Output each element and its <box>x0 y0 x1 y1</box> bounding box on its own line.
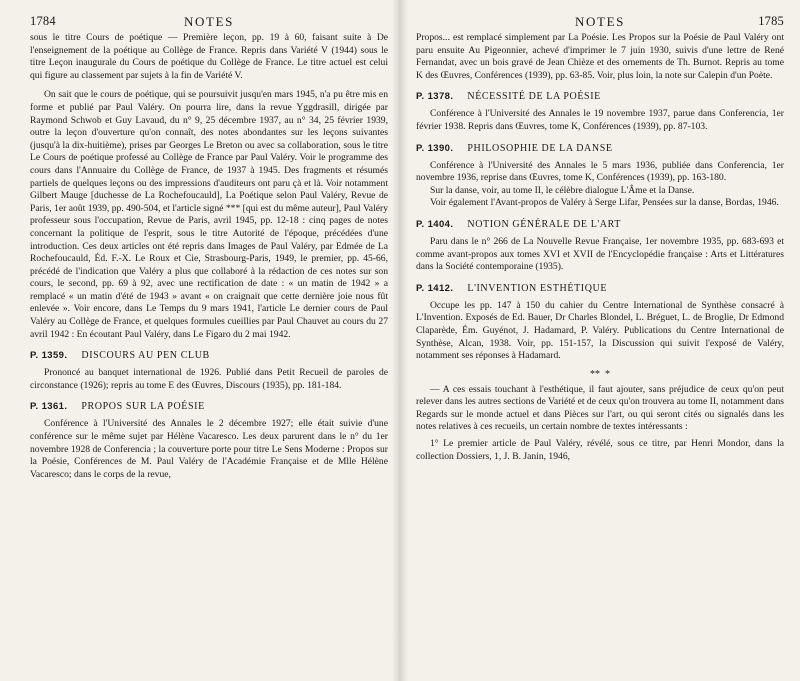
entry-1378-text: Conférence à l'Université des Annales le 19 novembre 1937, parue dans Conferencia, 1er février 1938. Repris dans Œuvres, tome K, Conférences (1939), pp. 87-103. <box>416 108 784 132</box>
right-para-after-stars: — A ces essais touchant à l'esthétique, il faut ajouter, sans préjudice de ceux qu'on peut relever dans les autres sections de Variété et de ceux qu'on trouvera au tome II, notamment dans Regards sur le monde actuel et dans Pièces sur l'art, ou qui seront cités ou signalés dans les notes relatives à ces recueils, un certain nombre de textes intéressants : <box>416 383 784 433</box>
entry-1378-heading <box>416 91 784 102</box>
right-running-head <box>416 10 784 32</box>
left-page <box>0 0 398 681</box>
entry-1361-title: PROPOS SUR LA POÉSIE <box>81 401 205 413</box>
right-page <box>398 0 796 681</box>
entry-1390-text-3: Voir également l'Avant-propos de Valéry à Serge Lifar, Pensées sur la danse, Bordas, 1946. <box>430 197 779 209</box>
entry-1390-title: PHILOSOPHIE DE LA DANSE <box>467 142 613 154</box>
left-running-title: NOTES <box>184 14 234 29</box>
entry-1378-title: NÉCESSITÉ DE LA POÉSIE <box>467 91 601 103</box>
section-stars: ** * <box>590 368 610 380</box>
right-page-number: 1785 <box>758 14 784 28</box>
entry-1412-title: L'INVENTION ESTHÉTIQUE <box>467 282 608 294</box>
entry-1390-code: P. 1390. <box>416 142 454 154</box>
entry-1390-text-2: Sur la danse, voir, au tome II, le célèbre dialogue L'Âme et la Danse. <box>430 184 695 196</box>
entry-1404-text: Paru dans le n° 266 de La Nouvelle Revue Française, 1er novembre 1935, pp. 683-693 et comme avant-propos aux tomes XVI et XVII de l'Encyclopédie française : Arts et Littératures dans la Société contemporaine (1935). <box>416 235 784 273</box>
left-para-2: On sait que le cours de poétique, qui se poursuivit jusqu'en mars 1945, n'a pu être mis en forme et publié par Paul Valéry. On pourra lire, dans la revue Yggdrasill, dirigée par Raymond Schwob et Guy Lavaud, du n° 9, 25 décembre 1937, au n° 34, 25 février 1939, outre la leçon d'ouverture qu'on connaît, des notes abondantes sur les leçons suivantes (jusqu'à la dix-huitième), prises par Georges Le Breton ou avec sa collaboration, sous le titre Le Cours de poétique professé au Collège de France par Paul Valéry. Voir le programme des cours dans l'Annuaire du Collège de France, de 1937 à 1945. Des fragments et résumés partiels de quelques leçons ou des impressions d'auditeurs ont paru çà et là. Voir notamment Gilbert Mauge [duchesse de La Rochefoucauld], La Poétique selon Paul Valéry, Revue de Paris, 1er août 1939, pp. 490-504, et l'article signé *** [qui est du même auteur], Paul Valéry professeur sous l'occupation, Revue de Paris, avril 1945, pp. 12-18 : cinq pages de notes concernant la politique de l'esprit, sous le titre Autorité de l'époque, précédées d'une introduction. Ces deux articles ont été repris dans Images de Paul Valéry, par Edmée de La Rochefoucauld, Éd. F.-X. Le Roux et Cie, Strasbourg-Paris, 1949, le premier, pp. 45-66, précédé de l'indication que Valéry a plus que collaboré à la rédaction de ces notes sur son cours, le second, pp. 69 à 92, avec une rectification de date : « un matin de 1942 » a remplacé « un matin d'été de 1943 » avant « on craignait que cette dernière joie nous fût enlevée ». Voir encore, dans Le Temps du 9 mars 1941, l'article Le dernier cours de Paul Valéry au Collège de France, et quelques formules cueillies par Paul Chauvet au cours du 27 avril 1942 : En écoutant Paul Valéry, dans Le Figaro du 2 mai 1942. <box>30 89 388 340</box>
entry-1404-code: P. 1404. <box>416 218 454 230</box>
entry-1359-title: DISCOURS AU PEN CLUB <box>81 350 210 362</box>
entry-1412-heading <box>416 283 784 294</box>
entry-1390-text-1: Conférence à l'Université des Annales le 5 mars 1936, publiée dans Conferencia, 1er novembre 1936, reprise dans Œuvres, tome K, Conférences (1939), pp. 163-180. <box>416 159 784 184</box>
right-para-1: Propos... est remplacé simplement par La Poésie. Les Propos sur la Poésie de Paul Valéry ont paru ensuite Au Pigeonnier, achevé d'imprimer le 7 juin 1930, suivis d'une lettre de René Fernandat, avec un bois gravé de Jean Chièze et des ornements de Th. Burnot. Repris au tome K des Œuvres, Conférences (1939), pp. 63-85. Voir, plus loin, la note sur Calepin d'un Poète. <box>416 32 784 81</box>
entry-1361-heading <box>30 401 388 412</box>
entry-1404-heading <box>416 219 784 230</box>
left-para-1: sous le titre Cours de poétique — Première leçon, pp. 19 à 60, faisant suite à De l'enseignement de la poétique au Collège de France. Repris dans Variété V (1944) sous le titre Leçon inaugurale du Cours de poétique du Collège de France. Le titre actuel est celui qui figure au classement par sujets à la fin de Variété V. <box>30 32 388 81</box>
left-running-head <box>30 10 388 32</box>
entry-1361-code: P. 1361. <box>30 401 68 413</box>
right-running-title: NOTES <box>575 14 625 29</box>
entry-1378-code: P. 1378. <box>416 91 454 103</box>
entry-1359-code: P. 1359. <box>30 350 68 362</box>
entry-1390-heading <box>416 143 784 154</box>
entry-1412-code: P. 1412. <box>416 282 454 294</box>
left-page-number: 1784 <box>30 14 56 28</box>
entry-1359-text: Prononcé au banquet international de 1926. Publié dans Petit Recueil de paroles de circonstance (1926); repris au tome E des Œuvres, Discours (1935), pp. 181-184. <box>30 367 388 391</box>
entry-1404-title: NOTION GÉNÉRALE DE L'ART <box>467 218 622 230</box>
entry-1359-heading <box>30 350 388 361</box>
entry-1412-text: Occupe les pp. 147 à 150 du cahier du Centre International de Synthèse consacré à L'Invention. Exposés de Ed. Bauer, Dr Charles Blondel, L. Bréguet, L. de Broglie, Dr Edmond Claparède, Ém. Guyénot, J. Hadamard, P. Valéry. Publications du Centre International de Synthèse, Alcan, 1938. Voir, pp. 151-157, la Discussion qui suivit l'exposé de Valéry, notamment ses réponses à Hadamard. <box>416 299 784 362</box>
entry-1361-text: Conférence à l'Université des Annales le 2 décembre 1927; elle était suivie d'une conférence sur le même sujet par Hélène Vacaresco. Les deux parurent dans le n° du 1er novembre 1928 de Conferencia ; la couverture porte pour titre Le Sens Moderne : Propos sur la Poésie, Conférences de M. Paul Valéry de l'Académie Française et de Mlle Hélène Vacaresco; dans le corps de la revue, <box>30 418 388 480</box>
right-item-1: 1° Le premier article de Paul Valéry, révélé, sous ce titre, par Henri Mondor, dans la collection Dossiers, 1, J. B. Janin, 1946, <box>416 438 784 462</box>
